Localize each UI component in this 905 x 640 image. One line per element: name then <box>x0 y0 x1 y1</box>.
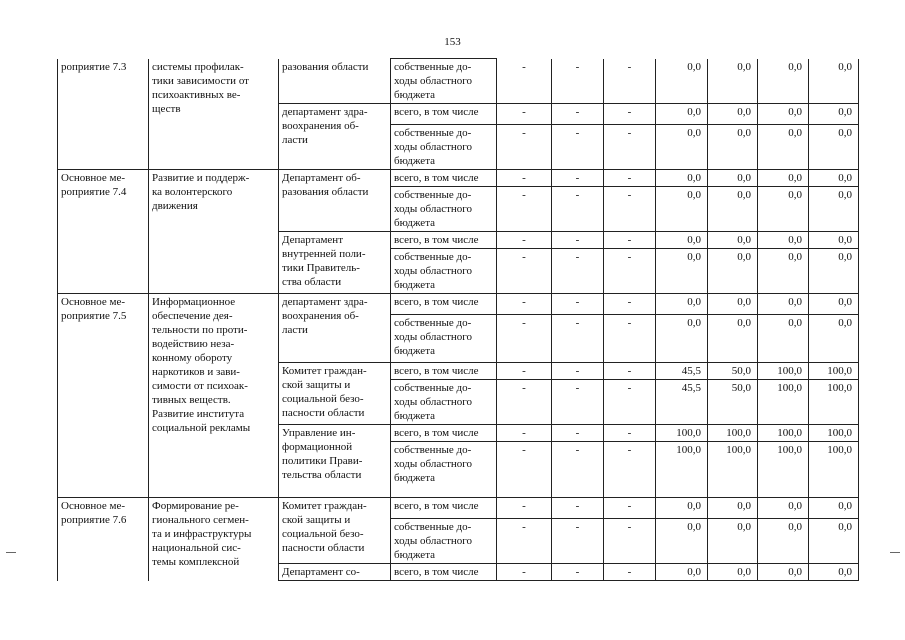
dash-cell: - <box>552 498 604 519</box>
table-body <box>58 59 859 581</box>
executor-cell: разования области <box>279 59 391 104</box>
funding-source-cell: всего, в том числе <box>391 170 497 187</box>
funding-source-cell: собственные до- ходы областного бюджета <box>391 249 497 294</box>
dash-cell: - <box>552 442 604 498</box>
executor-cell: Управление ин- формационной политики Прави- тельства области <box>279 425 391 498</box>
dash-cell: - <box>604 315 656 363</box>
funding-source-cell: собственные до- ходы областного бюджета <box>391 315 497 363</box>
amount-cell: 0,0 <box>656 170 708 187</box>
amount-cell: 0,0 <box>656 315 708 363</box>
amount-cell: 100,0 <box>656 442 708 498</box>
executor-cell: Комитет граждан- ской защиты и социальной безо- пасности области <box>279 498 391 564</box>
amount-cell: 45,5 <box>656 363 708 380</box>
event-name-cell: Формирование ре- гионального сегмен- та и инфраструктуры национальной сис- темы комплексной <box>149 498 279 581</box>
dash-cell: - <box>604 187 656 232</box>
amount-cell: 0,0 <box>758 498 809 519</box>
dash-cell: - <box>497 170 552 187</box>
dash-cell: - <box>604 232 656 249</box>
amount-cell: 0,0 <box>656 104 708 125</box>
dash-cell: - <box>497 425 552 442</box>
executor-cell: Департамент внутренней поли- тики Правитель- ства области <box>279 232 391 294</box>
dash-cell: - <box>497 249 552 294</box>
amount-cell: 0,0 <box>708 232 758 249</box>
amount-cell: 0,0 <box>809 104 859 125</box>
dash-cell: - <box>604 125 656 170</box>
amount-cell: 0,0 <box>758 564 809 581</box>
table-row <box>58 59 859 104</box>
amount-cell: 0,0 <box>656 294 708 315</box>
dash-cell: - <box>604 442 656 498</box>
program-funding-table <box>57 58 859 581</box>
amount-cell: 100,0 <box>758 442 809 498</box>
funding-source-cell: собственные до- ходы областного бюджета <box>391 125 497 170</box>
amount-cell: 100,0 <box>809 380 859 425</box>
funding-source-cell: всего, в том числе <box>391 104 497 125</box>
amount-cell: 0,0 <box>809 498 859 519</box>
dash-cell: - <box>604 564 656 581</box>
amount-cell: 0,0 <box>758 315 809 363</box>
funding-source-cell: всего, в том числе <box>391 294 497 315</box>
amount-cell: 0,0 <box>809 59 859 104</box>
dash-cell: - <box>604 425 656 442</box>
amount-cell: 0,0 <box>656 519 708 564</box>
amount-cell: 0,0 <box>758 170 809 187</box>
amount-cell: 0,0 <box>809 519 859 564</box>
amount-cell: 0,0 <box>758 232 809 249</box>
dash-cell: - <box>604 519 656 564</box>
dash-cell: - <box>552 519 604 564</box>
amount-cell: 50,0 <box>708 363 758 380</box>
amount-cell: 0,0 <box>656 249 708 294</box>
amount-cell: 100,0 <box>758 425 809 442</box>
dash-cell: - <box>604 498 656 519</box>
amount-cell: 0,0 <box>708 519 758 564</box>
event-number-cell: роприятие 7.3 <box>58 59 149 170</box>
funding-source-cell: всего, в том числе <box>391 363 497 380</box>
dash-cell: - <box>497 498 552 519</box>
amount-cell: 0,0 <box>758 294 809 315</box>
dash-cell: - <box>497 519 552 564</box>
margin-mark-left <box>6 552 16 553</box>
event-name-cell: Информационное обеспечение дея- тельности по проти- водействию неза- конному обороту наркотиков и зави- симости от психоак- тивных веществ. Развитие института социальной рекламы <box>149 294 279 498</box>
executor-cell: Комитет граждан- ской защиты и социальной безо- пасности области <box>279 363 391 425</box>
amount-cell: 0,0 <box>708 170 758 187</box>
dash-cell: - <box>497 59 552 104</box>
amount-cell: 0,0 <box>656 498 708 519</box>
amount-cell: 0,0 <box>809 187 859 232</box>
amount-cell: 100,0 <box>708 425 758 442</box>
dash-cell: - <box>552 170 604 187</box>
amount-cell: 0,0 <box>656 59 708 104</box>
amount-cell: 0,0 <box>809 315 859 363</box>
amount-cell: 0,0 <box>758 59 809 104</box>
amount-cell: 0,0 <box>809 125 859 170</box>
dash-cell: - <box>497 104 552 125</box>
margin-mark-right <box>890 552 900 553</box>
executor-cell: департамент здра- воохранения об- ласти <box>279 104 391 170</box>
page-number: 153 <box>444 36 461 48</box>
event-name-cell: Развитие и поддерж- ка волонтерского движения <box>149 170 279 294</box>
dash-cell: - <box>604 249 656 294</box>
amount-cell: 100,0 <box>809 442 859 498</box>
dash-cell: - <box>604 170 656 187</box>
executor-cell: Департамент со- <box>279 564 391 581</box>
dash-cell: - <box>497 232 552 249</box>
funding-source-cell: всего, в том числе <box>391 498 497 519</box>
table-row <box>58 294 859 315</box>
executor-cell: Департамент об- разования области <box>279 170 391 232</box>
dash-cell: - <box>552 125 604 170</box>
dash-cell: - <box>497 363 552 380</box>
dash-cell: - <box>552 363 604 380</box>
amount-cell: 100,0 <box>656 425 708 442</box>
amount-cell: 0,0 <box>758 104 809 125</box>
amount-cell: 100,0 <box>809 363 859 380</box>
dash-cell: - <box>604 104 656 125</box>
dash-cell: - <box>497 294 552 315</box>
amount-cell: 0,0 <box>758 249 809 294</box>
amount-cell: 100,0 <box>758 363 809 380</box>
amount-cell: 0,0 <box>809 232 859 249</box>
amount-cell: 0,0 <box>708 315 758 363</box>
amount-cell: 100,0 <box>758 380 809 425</box>
amount-cell: 0,0 <box>758 519 809 564</box>
dash-cell: - <box>552 315 604 363</box>
dash-cell: - <box>497 442 552 498</box>
table-row <box>58 498 859 519</box>
amount-cell: 0,0 <box>708 187 758 232</box>
amount-cell: 0,0 <box>656 232 708 249</box>
dash-cell: - <box>552 232 604 249</box>
event-number-cell: Основное ме- роприятие 7.4 <box>58 170 149 294</box>
dash-cell: - <box>552 59 604 104</box>
table-row <box>58 170 859 187</box>
dash-cell: - <box>604 380 656 425</box>
funding-source-cell: всего, в том числе <box>391 232 497 249</box>
amount-cell: 50,0 <box>708 380 758 425</box>
amount-cell: 0,0 <box>809 564 859 581</box>
amount-cell: 0,0 <box>708 498 758 519</box>
amount-cell: 0,0 <box>809 294 859 315</box>
dash-cell: - <box>552 564 604 581</box>
dash-cell: - <box>552 380 604 425</box>
dash-cell: - <box>497 187 552 232</box>
amount-cell: 0,0 <box>708 104 758 125</box>
amount-cell: 0,0 <box>708 564 758 581</box>
amount-cell: 0,0 <box>708 59 758 104</box>
amount-cell: 100,0 <box>708 442 758 498</box>
amount-cell: 0,0 <box>656 564 708 581</box>
amount-cell: 0,0 <box>809 170 859 187</box>
dash-cell: - <box>497 315 552 363</box>
dash-cell: - <box>604 294 656 315</box>
amount-cell: 0,0 <box>758 125 809 170</box>
event-name-cell: системы профилак- тики зависимости от психоактивных ве- ществ <box>149 59 279 170</box>
funding-source-cell: собственные до- ходы областного бюджета <box>391 187 497 232</box>
amount-cell: 45,5 <box>656 380 708 425</box>
amount-cell: 0,0 <box>758 187 809 232</box>
amount-cell: 0,0 <box>656 125 708 170</box>
amount-cell: 0,0 <box>708 294 758 315</box>
amount-cell: 0,0 <box>656 187 708 232</box>
dash-cell: - <box>604 59 656 104</box>
event-number-cell: Основное ме- роприятие 7.5 <box>58 294 149 498</box>
funding-source-cell: собственные до- ходы областного бюджета <box>391 380 497 425</box>
dash-cell: - <box>552 249 604 294</box>
dash-cell: - <box>497 564 552 581</box>
amount-cell: 0,0 <box>708 125 758 170</box>
funding-source-cell: всего, в том числе <box>391 564 497 581</box>
funding-source-cell: всего, в том числе <box>391 425 497 442</box>
event-number-cell: Основное ме- роприятие 7.6 <box>58 498 149 581</box>
amount-cell: 0,0 <box>809 249 859 294</box>
amount-cell: 100,0 <box>809 425 859 442</box>
funding-source-cell: собственные до- ходы областного бюджета <box>391 442 497 498</box>
funding-source-cell: собственные до- ходы областного бюджета <box>391 59 497 104</box>
amount-cell: 0,0 <box>708 249 758 294</box>
dash-cell: - <box>552 187 604 232</box>
dash-cell: - <box>604 363 656 380</box>
dash-cell: - <box>552 294 604 315</box>
dash-cell: - <box>497 380 552 425</box>
dash-cell: - <box>552 104 604 125</box>
executor-cell: департамент здра- воохранения об- ласти <box>279 294 391 363</box>
funding-source-cell: собственные до- ходы областного бюджета <box>391 519 497 564</box>
dash-cell: - <box>497 125 552 170</box>
dash-cell: - <box>552 425 604 442</box>
